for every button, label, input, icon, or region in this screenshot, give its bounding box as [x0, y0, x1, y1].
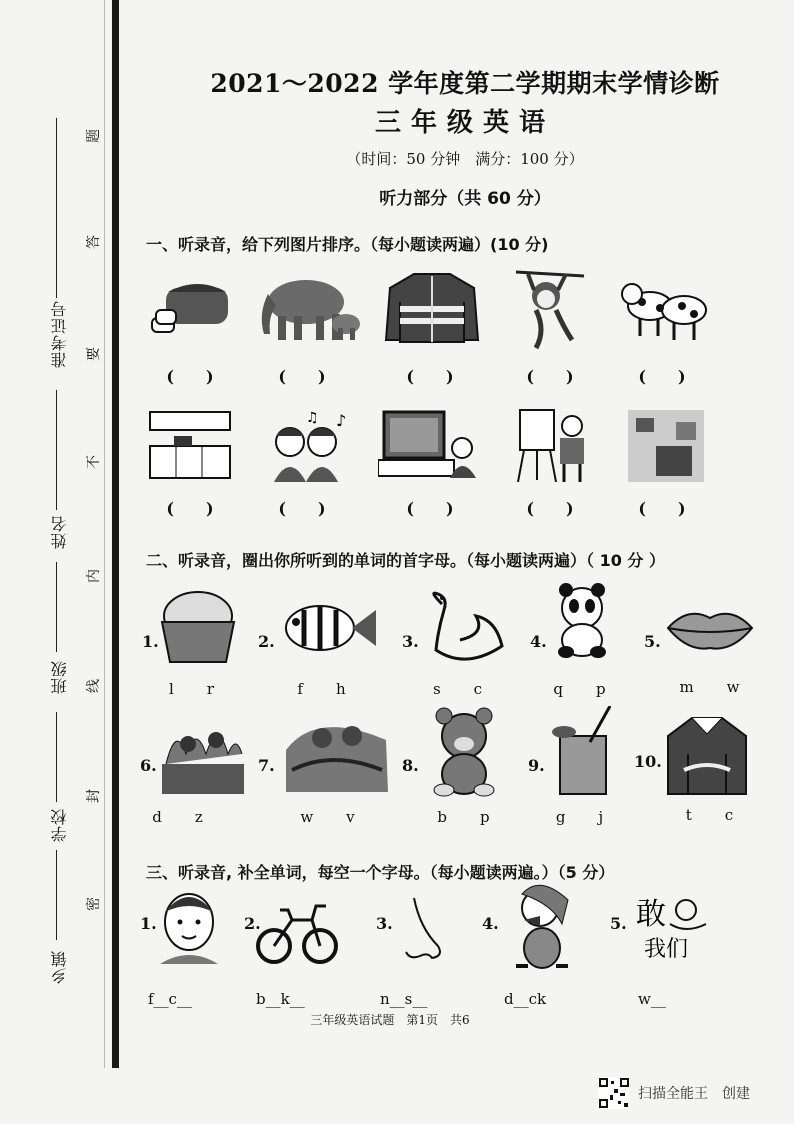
- page-footer: 三年级英语试题 第1页 共6: [310, 1013, 470, 1027]
- jacket-icon: [382, 268, 482, 346]
- fish-icon: [280, 596, 380, 660]
- answer-paren: ( ): [278, 367, 326, 386]
- fill-blank: n__s__: [380, 990, 428, 1008]
- monkey-icon: [512, 266, 592, 352]
- we-handwriting-2: 我们: [644, 937, 689, 962]
- item-number: 9.: [528, 756, 545, 775]
- answer-paren: ( ): [166, 499, 214, 518]
- item-number: 3.: [376, 914, 393, 933]
- letter-choices: s c: [432, 680, 484, 698]
- answer-paren: ( ): [526, 367, 574, 386]
- underline: [56, 562, 57, 652]
- exam-info: （时间：50 分钟 满分：100 分）: [346, 150, 584, 168]
- letter-choices: q p: [553, 680, 607, 698]
- svg-text:♪: ♪: [336, 411, 347, 430]
- juice-icon: [550, 706, 620, 798]
- bread-icon: [146, 272, 236, 340]
- answer-paren: ( ): [406, 499, 454, 518]
- part-title: 听力部分（共 60 分）: [379, 189, 551, 209]
- answer-paren: ( ): [638, 367, 686, 386]
- duck-icon: [500, 882, 580, 974]
- letter-choices: d z: [152, 808, 204, 826]
- scanner-watermark: 扫描全能王 创建: [638, 1086, 750, 1102]
- answer-paren: ( ): [638, 499, 686, 518]
- scene-icon: [282, 710, 392, 796]
- room-icon: [626, 408, 706, 484]
- svg-text:♫: ♫: [306, 410, 319, 426]
- seal-char: 答: [86, 235, 102, 249]
- label-xingming: 姓名: [50, 515, 69, 549]
- item-number: 4.: [530, 632, 547, 651]
- face-icon: [156, 886, 222, 966]
- seal-char: 要: [86, 347, 102, 361]
- painter-icon: [514, 404, 598, 486]
- exam-title: 2021～2022 学年度第二学期期末学情诊断: [210, 69, 720, 98]
- coat-icon: [664, 714, 750, 798]
- singing-kids-icon: [262, 408, 356, 484]
- seal-char: 线: [86, 679, 102, 693]
- letter-choices: g j: [555, 808, 605, 826]
- answer-paren: ( ): [526, 499, 574, 518]
- item-number: 2.: [244, 914, 261, 933]
- fill-blank: f__c__: [148, 990, 192, 1008]
- label-zkzh: 准考证号: [50, 300, 69, 368]
- item-number: 5.: [644, 632, 661, 651]
- underline: [56, 850, 57, 940]
- item-number: 8.: [402, 756, 419, 775]
- label-xuexiao: 学校: [50, 808, 69, 842]
- rice-bowl-icon: [156, 588, 240, 668]
- seal-char: 密: [86, 897, 102, 911]
- bear-icon: [424, 706, 504, 798]
- dogs-icon: [620, 272, 710, 344]
- we-icon: [630, 888, 716, 962]
- fill-blank: w__: [638, 990, 666, 1008]
- seal-char: 题: [86, 129, 102, 143]
- margin-thin-line: [104, 0, 105, 1068]
- item-number: 1.: [140, 914, 157, 933]
- item-number: 10.: [634, 752, 662, 771]
- item-number: 6.: [140, 756, 157, 775]
- elephant-icon: [254, 272, 364, 346]
- item-number: 4.: [482, 914, 499, 933]
- answer-paren: ( ): [166, 367, 214, 386]
- lips-icon: [664, 604, 756, 654]
- item-number: 7.: [258, 756, 275, 775]
- letter-choices: b p: [437, 808, 491, 826]
- tv-icon: [378, 408, 482, 484]
- letter-choices: f h: [297, 680, 347, 698]
- qr-code-icon: [598, 1077, 630, 1109]
- fill-blank: d__ck: [504, 990, 547, 1008]
- section1-title: 一、听录音，给下列图片排序。（每小题读两遍）(10 分): [146, 235, 549, 254]
- answer-paren: ( ): [278, 499, 326, 518]
- letter-choices: w v: [300, 808, 356, 826]
- label-banji: 班级: [50, 660, 69, 694]
- we-handwriting-1: 敢: [636, 897, 666, 932]
- exam-subject: 三年级英语: [374, 108, 555, 138]
- seal-char: 内: [86, 569, 102, 583]
- item-number: 2.: [258, 632, 275, 651]
- seal-char: 不: [86, 455, 102, 469]
- panda-icon: [548, 582, 618, 662]
- zoo-icon: [158, 714, 248, 798]
- seal-char: 封: [86, 789, 102, 803]
- swan-icon: [420, 588, 508, 668]
- item-number: 3.: [402, 632, 419, 651]
- bike-icon: [256, 898, 338, 966]
- answer-paren: ( ): [406, 367, 454, 386]
- kitchen-icon: [146, 406, 234, 482]
- underline: [56, 390, 57, 510]
- fill-blank: b__k__: [256, 990, 305, 1008]
- section2-title: 二、听录音，圈出你所听到的单词的首字母。（每小题读两遍）（ 10 分 ）: [146, 551, 665, 570]
- letter-choices: l r: [169, 680, 215, 698]
- letter-choices: t c: [685, 806, 735, 824]
- binding-line: [112, 0, 119, 1068]
- underline: [56, 712, 57, 802]
- item-number: 1.: [142, 632, 159, 651]
- underline: [56, 118, 57, 298]
- section3-title: 三、听录音, 补全单词，每空一个字母。（每小题读两遍。）（5 分）: [146, 863, 615, 882]
- letter-choices: m w: [679, 678, 741, 696]
- label-xiangzhen: 乡镇: [50, 950, 69, 984]
- nose-icon: [394, 894, 450, 966]
- item-number: 5.: [610, 914, 627, 933]
